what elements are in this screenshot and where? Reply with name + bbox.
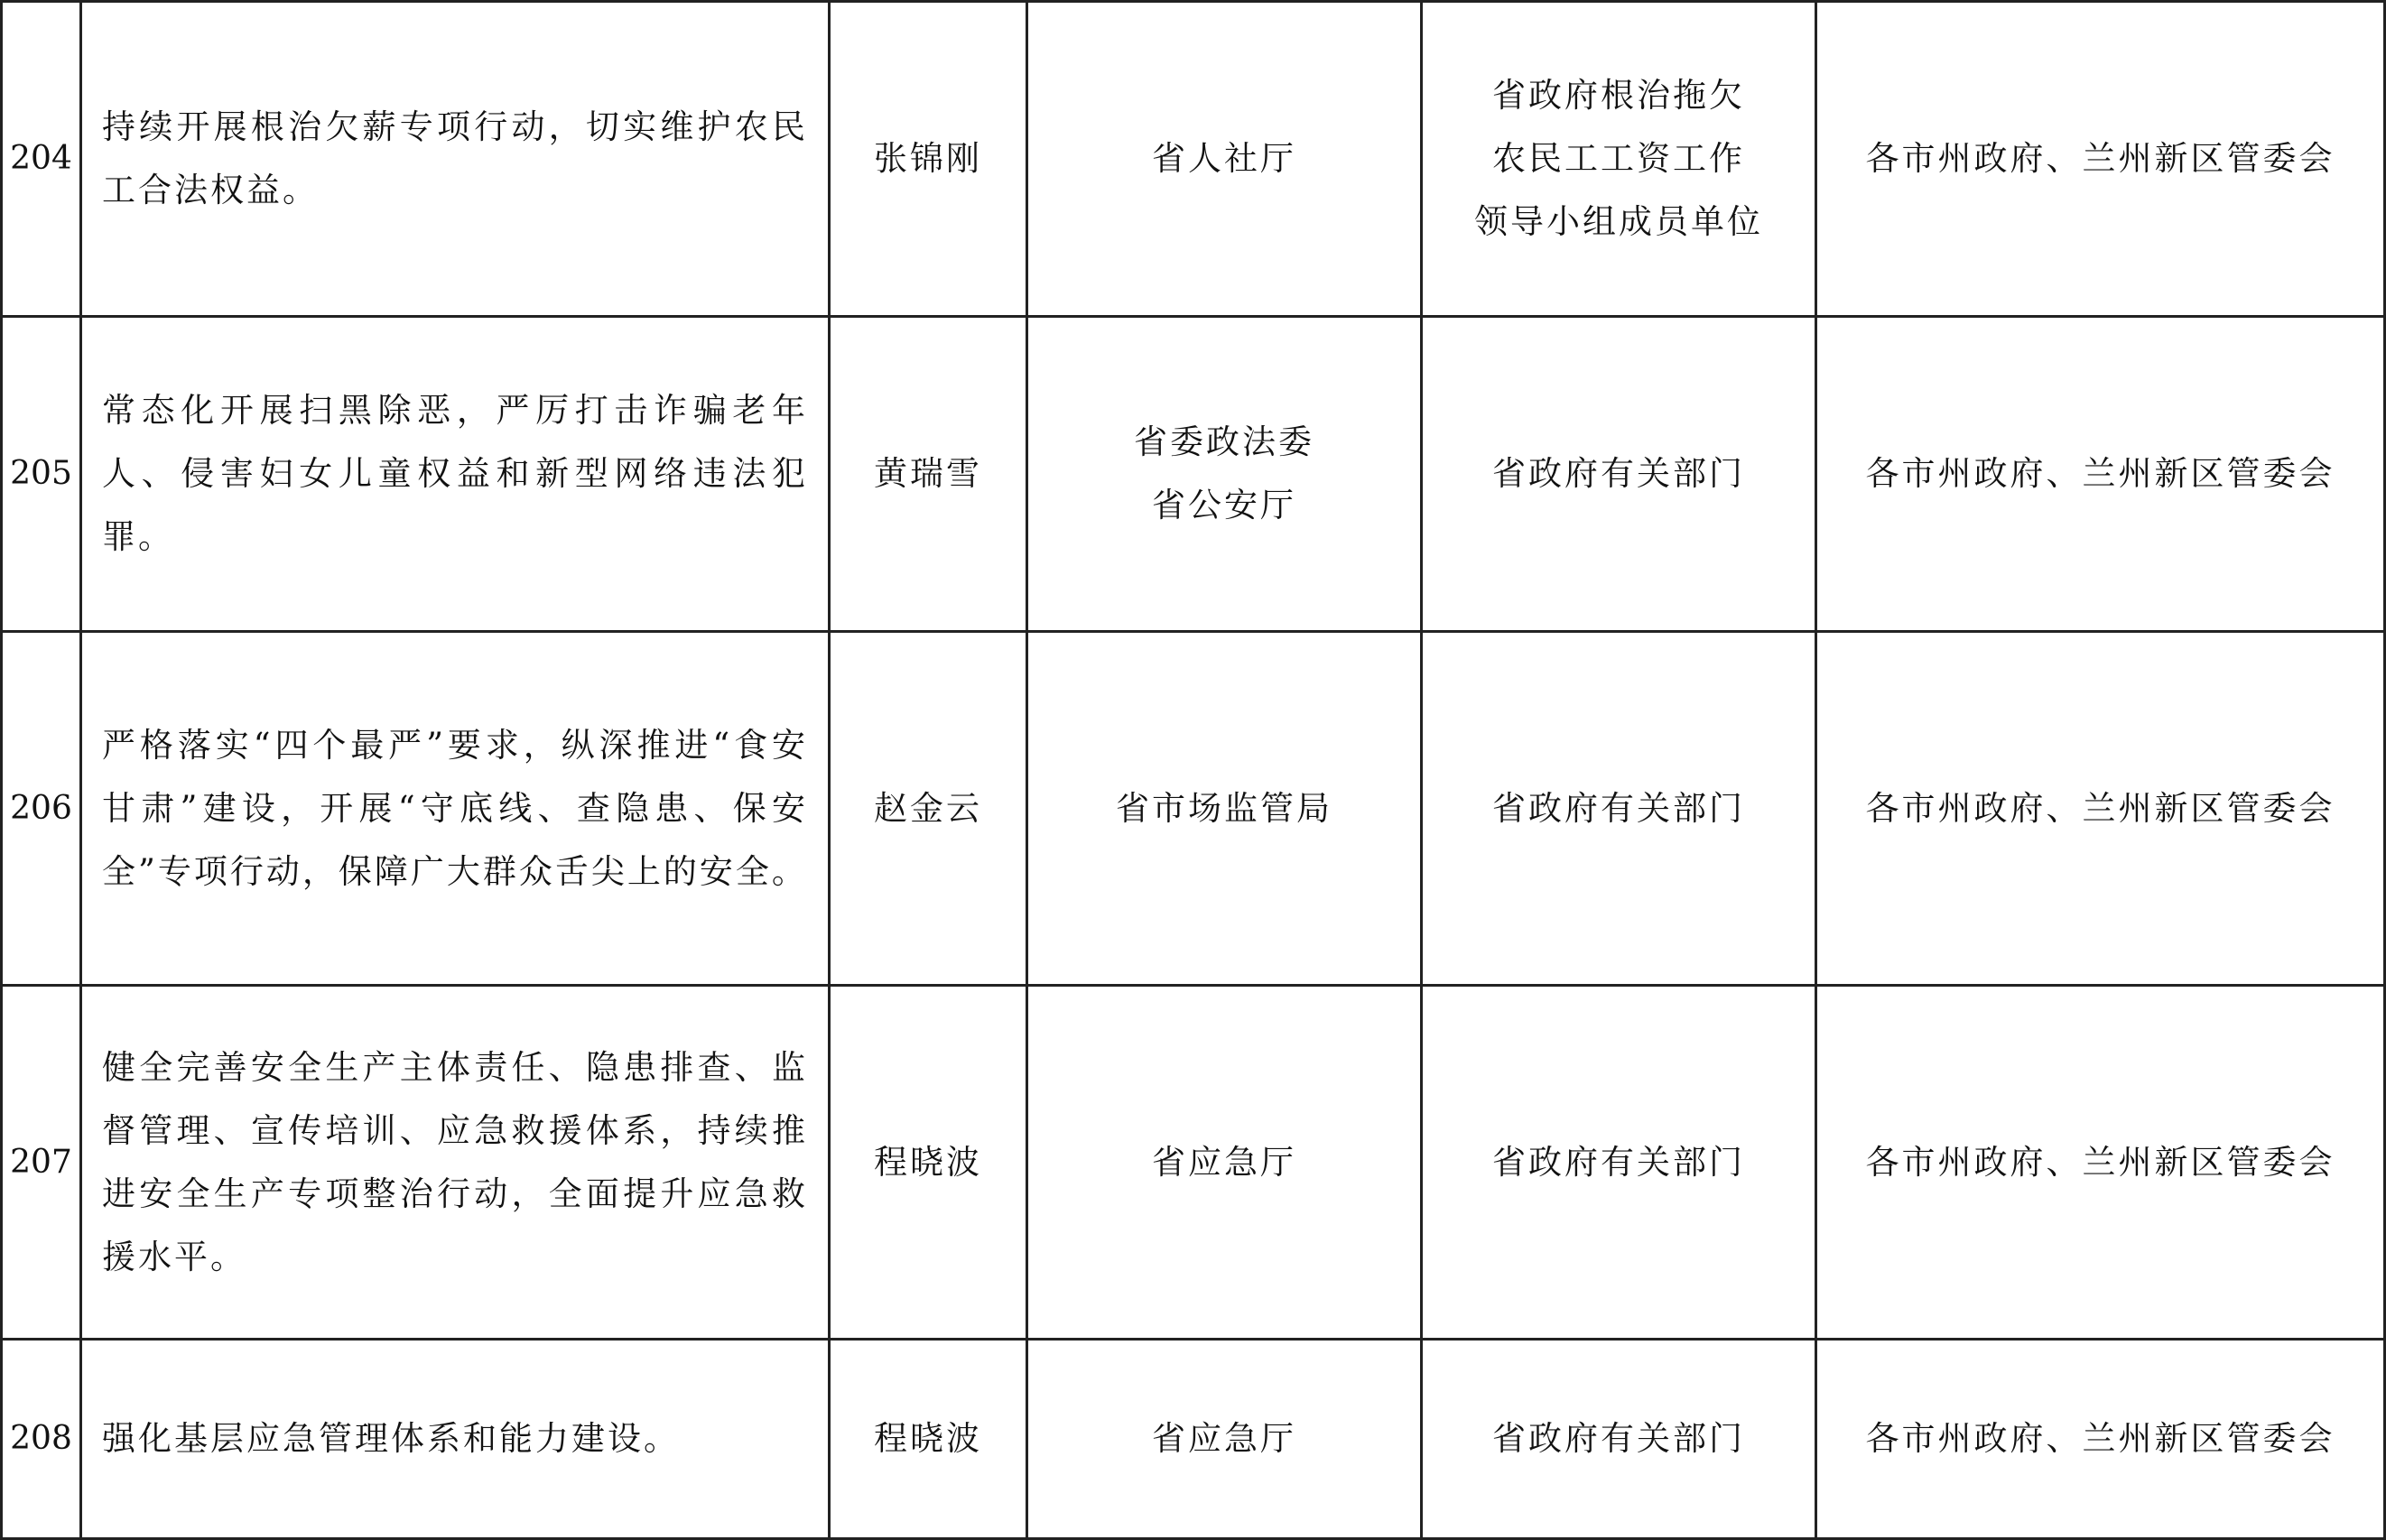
- lead-unit: [1027, 632, 1422, 986]
- task-description: 健全完善安全生产主体责任、隐患排查、监督管理、宣传培训、应急救援体系，持续推进安全生产专项整治行动，全面提升应急救援水平。: [81, 986, 830, 1340]
- lead-unit: [1027, 1340, 1422, 1539]
- table-row: [2, 632, 2385, 986]
- lead-unit-line: 省应急厅: [1152, 1419, 1296, 1458]
- lead-unit-line: 省应急厅: [1152, 1142, 1296, 1182]
- coop-unit-line: 省政府有关部门: [1492, 788, 1745, 828]
- responsible-units: 各市州政府、兰州新区管委会: [1816, 317, 2385, 632]
- coop-unit-line: 省政府根治拖欠: [1492, 76, 1745, 115]
- cooperating-unit: [1422, 317, 1816, 632]
- row-number: 208: [2, 1340, 81, 1539]
- coop-unit-line: 省政府有关部门: [1492, 454, 1745, 493]
- lead-unit-line: 省市场监管局: [1116, 788, 1332, 828]
- table-row: [2, 986, 2385, 1340]
- coop-unit-line: 农民工工资工作: [1492, 139, 1745, 178]
- responsible-leader: 赵金云: [830, 632, 1027, 986]
- lead-unit-line: 省人社厅: [1152, 139, 1296, 178]
- lead-unit: [1027, 317, 1422, 632]
- responsible-units: 各市州政府、兰州新区管委会: [1816, 632, 2385, 986]
- responsible-leader: 黄瑞雪: [830, 317, 1027, 632]
- coop-unit-line: 省政府有关部门: [1492, 1419, 1745, 1458]
- row-number: 204: [2, 2, 81, 317]
- responsible-leader: 程晓波: [830, 1340, 1027, 1539]
- responsible-units: 各市州政府、兰州新区管委会: [1816, 1340, 2385, 1539]
- lead-unit-line: 省公安厅: [1152, 486, 1296, 524]
- lead-unit: [1027, 2, 1422, 317]
- task-description: 严格落实“四个最严”要求，纵深推进“食安甘肃”建设，开展“守底线、查隐患、保安全”专项行动，保障广大群众舌尖上的安全。: [81, 632, 830, 986]
- lead-unit-line: 省委政法委: [1134, 422, 1314, 461]
- cooperating-unit: [1422, 1340, 1816, 1539]
- responsible-units: 各市州政府、兰州新区管委会: [1816, 986, 2385, 1340]
- coop-unit-line: 省政府有关部门: [1492, 1142, 1745, 1182]
- lead-unit: [1027, 986, 1422, 1340]
- task-description: 持续开展根治欠薪专项行动，切实维护农民工合法权益。: [81, 2, 830, 317]
- coop-unit-line: 领导小组成员单位: [1474, 202, 1763, 241]
- task-description: 强化基层应急管理体系和能力建设。: [81, 1340, 830, 1539]
- responsible-units: 各市州政府、兰州新区管委会: [1816, 2, 2385, 317]
- table-row: [2, 1340, 2385, 1539]
- row-number: 207: [2, 986, 81, 1340]
- responsible-leader: 张锦刚: [830, 2, 1027, 317]
- row-number: 205: [2, 317, 81, 632]
- cooperating-unit: [1422, 986, 1816, 1340]
- responsible-leader: 程晓波: [830, 986, 1027, 1340]
- table-row: [2, 317, 2385, 632]
- row-number: 206: [2, 632, 81, 986]
- table-row: [2, 2, 2385, 317]
- cooperating-unit: [1422, 632, 1816, 986]
- cooperating-unit: [1422, 2, 1816, 317]
- task-description: 常态化开展扫黑除恶，严厉打击诈骗老年人、侵害妇女儿童权益和新型网络违法犯罪。: [81, 317, 830, 632]
